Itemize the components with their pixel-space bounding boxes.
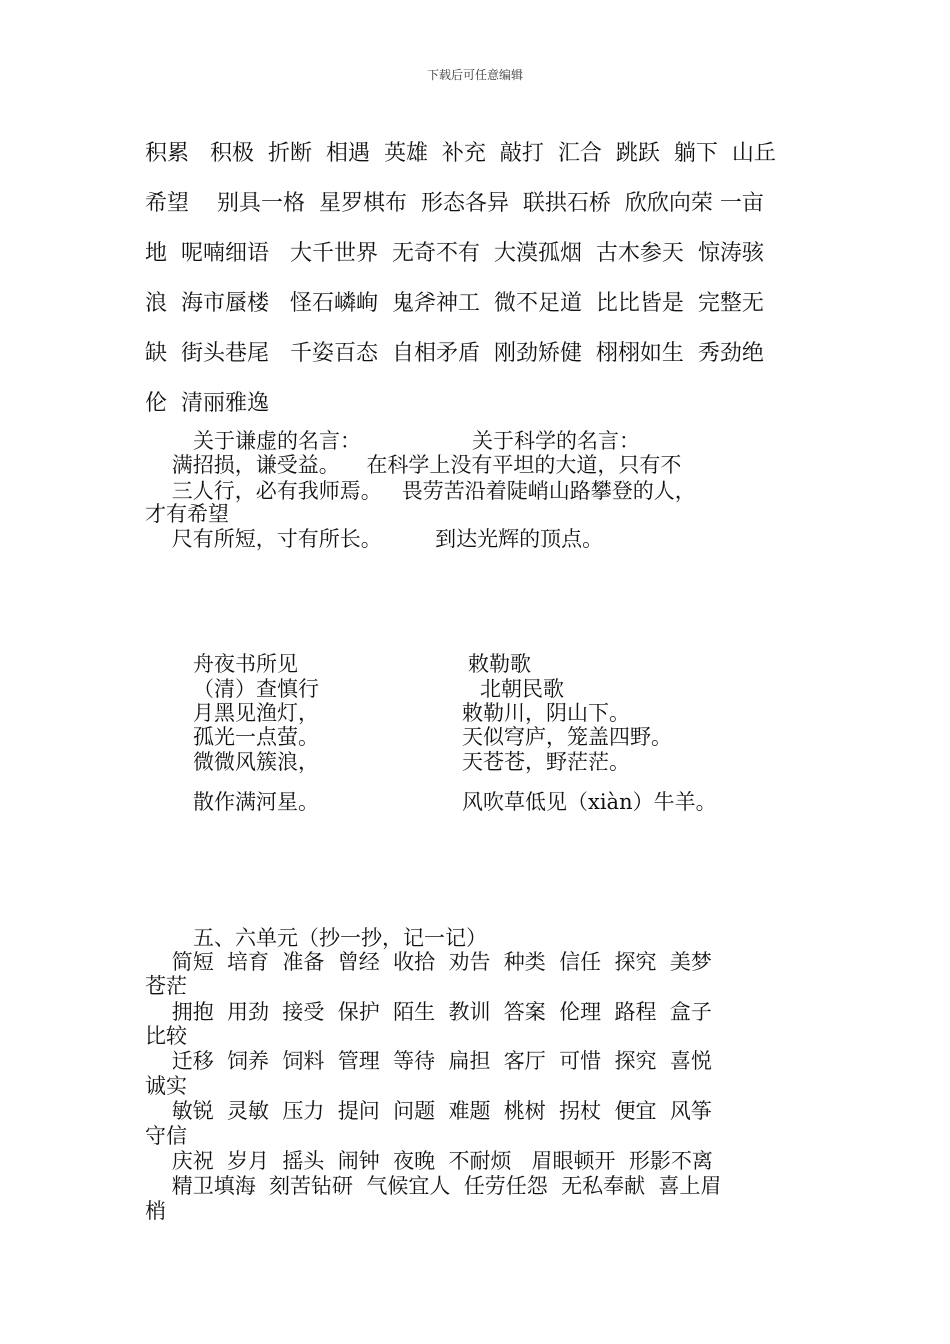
unit-vocab-line: 简短 培育 准备 曾经 收拾 劝告 种类 信任 探究 美梦 (145, 950, 712, 974)
poem-left-line: 微微风簇浪， (193, 750, 319, 774)
unit-vocab-line: 迁移 饲养 饲料 管理 等待 扁担 客厅 可惜 探究 喜悦 (145, 1049, 712, 1073)
poem-left-line: 月黑见渔灯， (193, 701, 319, 725)
unit-vocab-line: 敏锐 灵敏 压力 提问 问题 难题 桃树 拐杖 便宜 风筝 (145, 1099, 712, 1123)
quote-line: 才有希望 (145, 502, 229, 526)
vocab-line: 希望 别具一格 星罗棋布 形态各异 联拱石桥 欣欣向荣 一亩 (145, 191, 764, 216)
quote-line: 三人行，必有我师焉。 畏劳苦沿着陡峭山路攀登的人， (145, 479, 696, 503)
poem-left-line: 孤光一点萤。 (193, 725, 319, 749)
poem-right-line: 天苍苍，野茫茫。 (462, 750, 630, 774)
vocab-line: 积累 积极 折断 相遇 英雄 补充 敲打 汇合 跳跃 躺下 山丘 (145, 141, 776, 166)
poem-right-author: 北朝民歌 (480, 677, 564, 701)
poem-left-line: 散作满河星。 (193, 790, 319, 814)
unit-vocab-line: 诚实 (145, 1074, 187, 1098)
modesty-quotes-title: 关于谦虚的名言： (193, 429, 361, 453)
unit-vocab-line: 梢 (145, 1199, 166, 1223)
poem-right-line: 风吹草低见（xiàn）牛羊。 (462, 790, 717, 814)
poem-right-line: 敕勒川，阴山下。 (462, 701, 630, 725)
unit-section-title: 五、六单元（抄一抄，记一记） (193, 926, 487, 950)
science-quotes-title: 关于科学的名言： (472, 429, 640, 453)
page-header: 下载后可任意编辑 (426, 68, 523, 82)
poem-left-title: 舟夜书所见 (193, 652, 298, 676)
unit-vocab-line: 守信 (145, 1124, 187, 1148)
unit-vocab-line: 苍茫 (145, 974, 187, 998)
unit-vocab-line: 精卫填海 刻苦钻研 气候宜人 任劳任怨 无私奉献 喜上眉 (145, 1174, 722, 1198)
poem-right-title: 敕勒歌 (468, 652, 531, 676)
unit-vocab-line: 拥抱 用劲 接受 保护 陌生 教训 答案 伦理 路程 盒子 (145, 1000, 712, 1024)
poem-left-author: （清）查慎行 (193, 677, 319, 701)
vocab-line: 伦 清丽雅逸 (145, 391, 269, 416)
unit-vocab-line: 比较 (145, 1024, 187, 1048)
poem-right-line: 天似穹庐，笼盖四野。 (462, 725, 672, 749)
vocab-line: 地 呢喃细语 大千世界 无奇不有 大漠孤烟 古木参天 惊涛骇 (145, 241, 764, 266)
quote-line: 尺有所短，寸有所长。 到达光辉的顶点。 (145, 527, 604, 551)
vocab-line: 浪 海市蜃楼 怪石嶙峋 鬼斧神工 微不足道 比比皆是 完整无 (145, 291, 764, 316)
quote-line: 满招损，谦受益。 在科学上没有平坦的大道，只有不 (145, 453, 682, 477)
unit-vocab-line: 庆祝 岁月 摇头 闹钟 夜晚 不耐烦 眉眼顿开 形影不离 (145, 1149, 713, 1173)
vocab-line: 缺 街头巷尾 千姿百态 自相矛盾 刚劲矫健 栩栩如生 秀劲绝 (145, 341, 764, 366)
